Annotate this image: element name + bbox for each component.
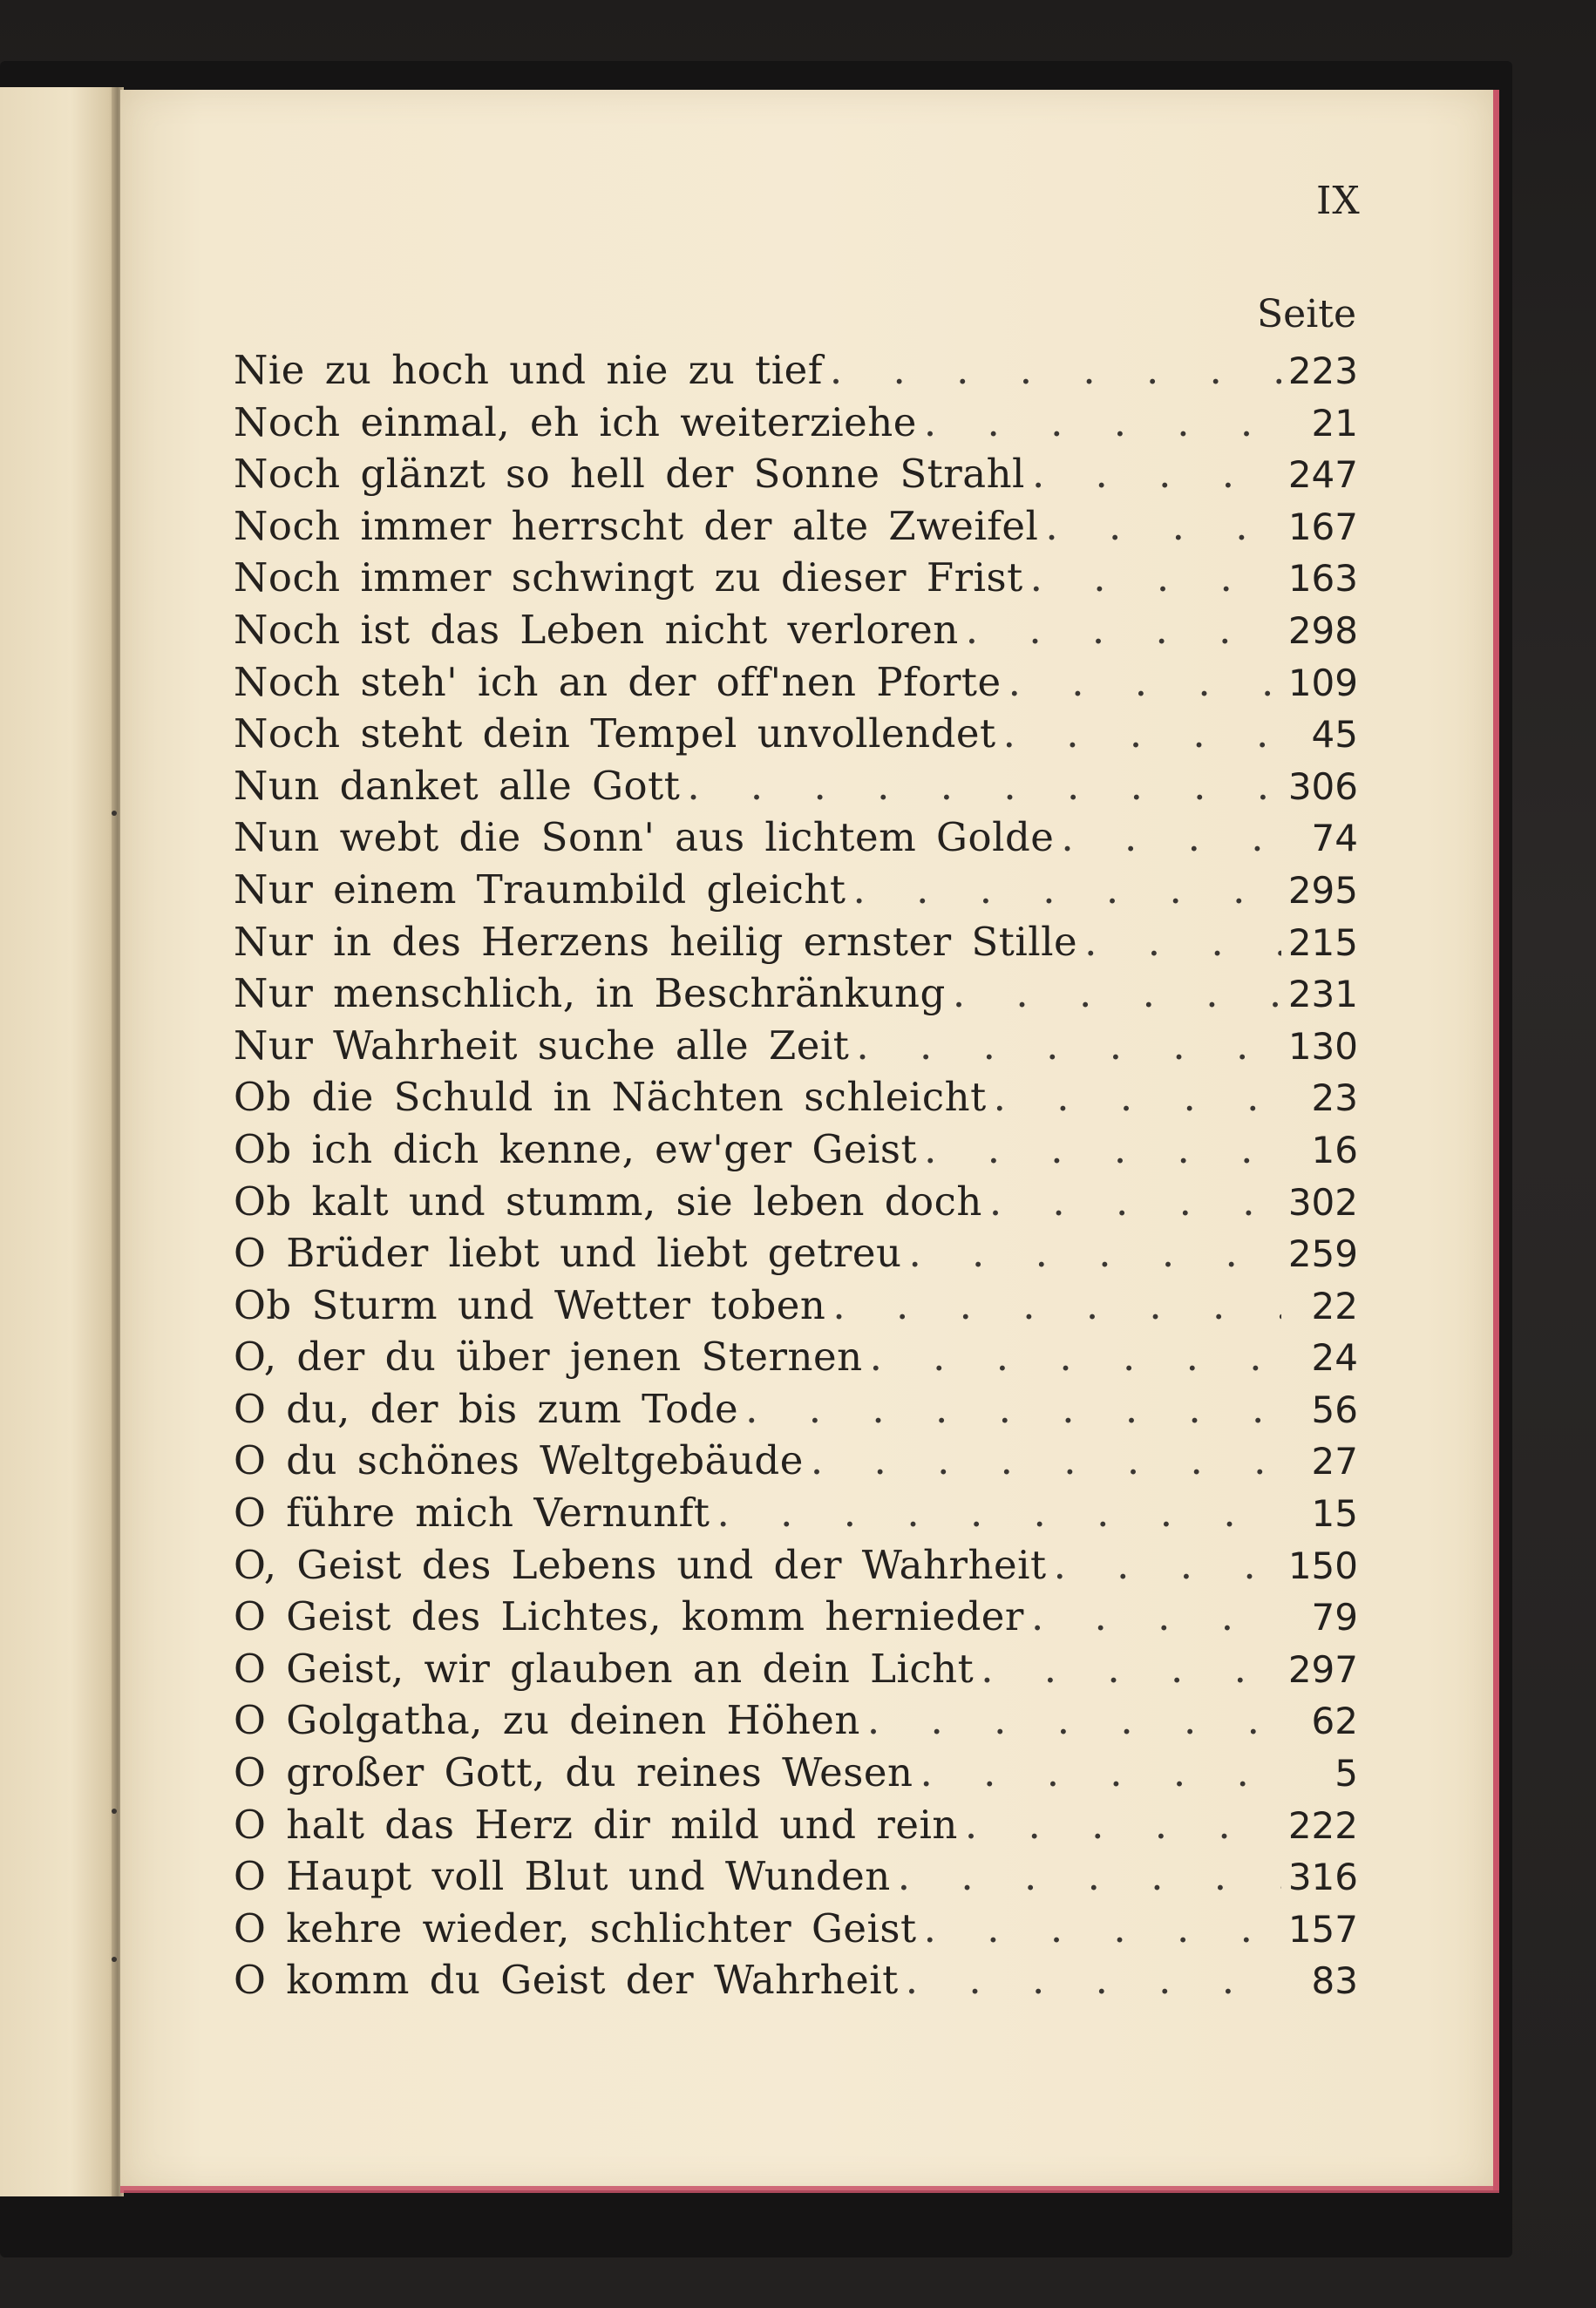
toc-entry-title: Nur Wahrheit suche alle Zeit: [234, 1022, 850, 1069]
toc-entry-title: Nun danket alle Gott: [234, 762, 681, 809]
dot-leader: [898, 1853, 1281, 1899]
toc-entry-title: O Geist, wir glauben an dein Licht: [234, 1645, 975, 1692]
toc-entry: [234, 659, 1358, 711]
toc-entry-page-number: 5: [1335, 1752, 1358, 1795]
toc-entry-title: O führe mich Vernunft: [234, 1490, 710, 1537]
toc-entry-title: O großer Gott, du reines Wesen: [234, 1749, 913, 1796]
toc-entry: [234, 1593, 1358, 1646]
toc-entry-title: Noch glänzt so hell der Sonne Strahl: [234, 451, 1025, 498]
toc-entry-page-number: 79: [1311, 1596, 1358, 1639]
dot-leader: [1003, 710, 1281, 757]
toc-entry: [234, 710, 1358, 763]
toc-entry: [234, 347, 1358, 399]
toc-entry: [234, 1334, 1358, 1386]
toc-entry: [234, 1437, 1358, 1490]
toc-entry-page-number: 56: [1311, 1388, 1358, 1431]
toc-entry-title: Ob Sturm und Wetter toben: [234, 1281, 826, 1328]
toc-entry-title: Noch steh' ich an der off'nen Pforte: [234, 658, 1002, 705]
dot-leader: [1009, 659, 1281, 705]
toc-entry-page-number: 109: [1287, 661, 1358, 704]
toc-entry-page-number: 62: [1311, 1700, 1358, 1743]
toc-entry-title: O halt das Herz dir mild und rein: [234, 1801, 958, 1848]
toc-entry: [234, 1074, 1358, 1126]
toc-entry-title: Noch steht dein Tempel unvollendet: [234, 710, 996, 757]
toc-entry: [234, 970, 1358, 1022]
dot-leader: [989, 1178, 1281, 1225]
toc-entry: [234, 554, 1358, 607]
toc-entry-page-number: 74: [1311, 817, 1358, 860]
dot-leader: [906, 1957, 1281, 2003]
toc-entry-page-number: 223: [1287, 350, 1358, 392]
toc-entry-page-number: 24: [1311, 1336, 1358, 1380]
toc-entry-title: Noch ist das Leben nicht verloren: [234, 606, 959, 653]
toc-entry-page-number: 259: [1287, 1232, 1358, 1276]
dot-leader: [811, 1437, 1281, 1483]
dot-leader: [1045, 503, 1280, 549]
gutter-mark: [112, 811, 117, 816]
dot-leader: [832, 1282, 1281, 1328]
toc-entry-page-number: 83: [1311, 1959, 1358, 2003]
toc-entry-page-number: 21: [1311, 401, 1358, 445]
dot-leader: [924, 1905, 1281, 1952]
toc-entry-page-number: 247: [1287, 453, 1358, 497]
toc-entry: [234, 763, 1358, 815]
toc-entry-page-number: 215: [1287, 920, 1358, 964]
page-red-edge: [120, 2186, 1499, 2193]
dot-leader: [981, 1646, 1281, 1692]
toc-entry-page-number: 23: [1311, 1076, 1358, 1120]
toc-entry-title: Noch einmal, eh ich weiterziehe: [234, 398, 917, 445]
toc-entry-page-number: 297: [1287, 1647, 1358, 1691]
page-column-header: Seite: [1257, 292, 1356, 336]
dot-leader: [920, 1749, 1281, 1795]
toc-entry-page-number: 222: [1287, 1803, 1358, 1847]
toc-entry: [234, 1282, 1358, 1334]
toc-entry: [234, 1697, 1358, 1749]
toc-entry: [234, 1386, 1358, 1438]
toc-entry-page-number: 306: [1287, 764, 1358, 808]
gutter-mark: [112, 1809, 117, 1814]
toc-entry-title: Noch immer herrscht der alte Zweifel: [234, 502, 1039, 549]
dot-leader: [953, 970, 1281, 1016]
toc-entry: [234, 1542, 1358, 1594]
dot-leader: [870, 1334, 1281, 1380]
toc-entry: [234, 399, 1358, 451]
dot-leader: [1054, 1542, 1281, 1588]
toc-entry: [234, 503, 1358, 555]
left-facing-page: [0, 87, 118, 2196]
dot-leader: [687, 763, 1281, 809]
dot-leader: [852, 866, 1280, 913]
toc-entry-page-number: 150: [1287, 1544, 1358, 1587]
toc-entry-title: O Brüder liebt und liebt getreu: [234, 1230, 902, 1277]
dot-leader: [994, 1074, 1281, 1120]
toc-entry-title: Nun webt die Sonn' aus lichtem Golde: [234, 814, 1055, 861]
toc-entry: [234, 1853, 1358, 1905]
toc-entry-page-number: 15: [1311, 1492, 1358, 1536]
dot-leader: [717, 1490, 1281, 1536]
toc-entry-title: O kehre wieder, schlichter Geist: [234, 1904, 917, 1952]
dot-leader: [1030, 554, 1281, 601]
toc-entry: [234, 1230, 1358, 1282]
toc-entry-page-number: 16: [1311, 1128, 1358, 1171]
toc-entry: [234, 1646, 1358, 1698]
toc-entry: [234, 1490, 1358, 1542]
toc-entry-page-number: 295: [1287, 868, 1358, 912]
toc-entry-page-number: 167: [1287, 505, 1358, 548]
toc-entry-title: Nur menschlich, in Beschränkung: [234, 970, 946, 1017]
dot-leader: [924, 1126, 1281, 1172]
toc-entry-page-number: 22: [1311, 1284, 1358, 1327]
toc-entry-title: Nur in des Herzens heilig ernster Stille: [234, 918, 1078, 965]
dot-leader: [924, 399, 1281, 445]
toc-entry-page-number: 130: [1287, 1024, 1358, 1068]
toc-entry: [234, 1905, 1358, 1958]
toc-entry: [234, 1126, 1358, 1178]
toc-entry-title: O Haupt voll Blut und Wunden: [234, 1853, 891, 1900]
dot-leader: [965, 1802, 1281, 1848]
toc-entry-page-number: 231: [1287, 973, 1358, 1016]
toc-entry-title: O Golgatha, zu deinen Höhen: [234, 1697, 860, 1744]
toc-entry-page-number: 298: [1287, 608, 1358, 652]
toc-entry-title: Ob kalt und stumm, sie leben doch: [234, 1178, 982, 1225]
toc-entry-title: O Geist des Lichtes, komm hernieder: [234, 1593, 1024, 1640]
page-number: IX: [1316, 179, 1361, 223]
dot-leader: [830, 347, 1281, 393]
dot-leader: [908, 1230, 1280, 1276]
toc-entry-page-number: 27: [1311, 1440, 1358, 1483]
toc-entry-page-number: 316: [1287, 1856, 1358, 1899]
toc-entry-page-number: 163: [1287, 557, 1358, 601]
toc-entry-title: Noch immer schwingt zu dieser Frist: [234, 554, 1023, 601]
dot-leader: [1032, 451, 1281, 497]
dot-leader: [867, 1697, 1281, 1743]
table-of-contents: [234, 347, 1358, 2009]
toc-entry-title: O, der du über jenen Sternen: [234, 1334, 863, 1381]
toc-entry-page-number: 302: [1287, 1180, 1358, 1224]
toc-entry-title: Nur einem Traumbild gleicht: [234, 866, 846, 913]
toc-entry: [234, 866, 1358, 919]
toc-entry-page-number: 157: [1287, 1907, 1358, 1951]
toc-entry-page-number: 45: [1311, 713, 1358, 757]
toc-entry: [234, 1749, 1358, 1802]
dot-leader: [745, 1386, 1281, 1432]
toc-entry: [234, 1957, 1358, 2009]
toc-entry: [234, 1802, 1358, 1854]
dot-leader: [856, 1022, 1280, 1069]
toc-entry: [234, 451, 1358, 503]
toc-entry-title: O du, der bis zum Tode: [234, 1385, 739, 1432]
toc-entry: [234, 814, 1358, 866]
gutter-mark: [112, 1957, 117, 1962]
toc-entry-title: Nie zu hoch und nie zu tief: [234, 347, 823, 393]
dot-leader: [1031, 1593, 1281, 1639]
toc-entry-title: O, Geist des Lebens und der Wahrheit: [234, 1541, 1047, 1588]
toc-entry-title: Ob die Schuld in Nächten schleicht: [234, 1074, 987, 1121]
toc-entry-title: O komm du Geist der Wahrheit: [234, 1957, 899, 2004]
dot-leader: [1084, 919, 1281, 965]
toc-entry-title: Ob ich dich kenne, ew'ger Geist: [234, 1125, 918, 1172]
dot-leader: [1061, 814, 1281, 860]
dot-leader: [966, 607, 1281, 653]
toc-entry: [234, 1022, 1358, 1075]
toc-entry: [234, 919, 1358, 971]
toc-entry: [234, 1178, 1358, 1231]
toc-entry-title: O du schönes Weltgebäude: [234, 1437, 804, 1484]
toc-entry: [234, 607, 1358, 659]
